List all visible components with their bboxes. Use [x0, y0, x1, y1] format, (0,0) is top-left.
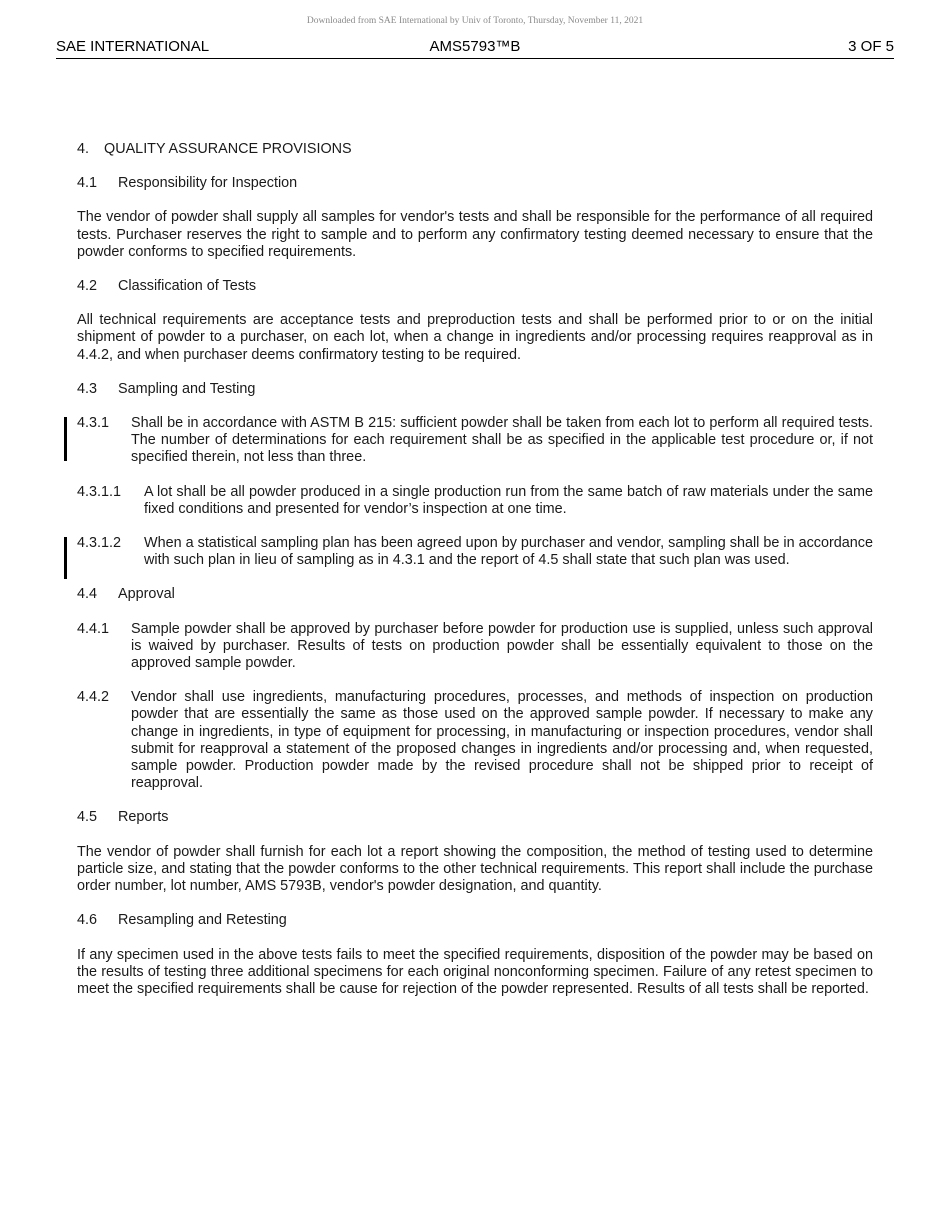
section-text: Shall be in accordance with ASTM B 215: sufficient powder shall be taken from each lot to perform all required tests. The number of determinations for each requirement shall be as specified in the applicable test procedure or, if not specified therein, not less than three.: [131, 415, 873, 466]
download-watermark: Downloaded from SAE International by Univ of Toronto, Thursday, November 11, 2021: [306, 16, 644, 26]
section-4-4-heading: [77, 586, 873, 603]
section-number: 4.6: [77, 912, 98, 929]
section-4-1-text: The vendor of powder shall supply all samples for vendor's tests and shall be responsible for the performance of all required tests. Purchaser reserves the right to sample and to perform any confirmatory testing deemed necessary to ensure that the powder conforms to specified requirements.: [77, 209, 873, 260]
section-number: 4.5: [77, 809, 98, 826]
section-4-4-1: [77, 621, 873, 673]
section-4-3-1: [77, 415, 873, 467]
section-number: 4.3.1.2: [77, 535, 122, 552]
section-number: 4.4.2: [77, 689, 110, 706]
section-4-heading: [77, 141, 873, 158]
section-title: QUALITY ASSURANCE PROVISIONS: [104, 141, 352, 157]
section-text: A lot shall be all powder produced in a single production run from the same batch of raw materials under the same fixed conditions and presented for vendor’s inspection at one time.: [144, 483, 873, 517]
section-number: 4.3.1: [77, 415, 110, 432]
section-4-3-1-2: [77, 535, 873, 569]
section-4-5-heading: [77, 809, 873, 826]
section-4-6-text: If any specimen used in the above tests fails to meet the specified requirements, disposition of the powder may be based on the results of testing three additional specimens for each original nonconforming specimen. Failure of any retest specimen to meet the specified requirements shall be cause for rejection of the powder represented. Results of all tests shall be reported.: [77, 946, 873, 997]
section-text: When a statistical sampling plan has been agreed upon by purchaser and vendor, sampling shall be in accordance with such plan in lieu of sampling as in 4.3.1 and the report of 4.5 shall state that such plan was used.: [144, 535, 873, 569]
section-number: 4.: [77, 141, 90, 157]
section-title: Classification of Tests: [118, 278, 257, 295]
section-4-1-heading: [77, 175, 873, 192]
section-number: 4.2: [77, 278, 98, 295]
section-title: Approval: [118, 586, 175, 603]
section-4-5-text: The vendor of powder shall furnish for each lot a report showing the composition, the method of testing used to determine particle size, and stating that the powder conforms to the other technical requirements. This report shall include the purchase order number, lot number, AMS 5793B, vendor's powder designation, and quantity.: [77, 843, 873, 895]
section-text: Vendor shall use ingredients, manufacturing procedures, processes, and methods of inspection on production powder that are essentially the same as those used on the approved sample powder. If necessary to make any change in ingredients, in type of equipment for processing, in manufacturing or inspection procedures, vendor shall submit for reapproval a statement of the proposed changes in ingredients and/or processing and, when requested, sample powder. Production powder made by the revised procedure shall not be shipped prior to receipt of reapproval.: [131, 689, 873, 792]
section-4-2-heading: [77, 278, 873, 295]
section-title: Reports: [118, 809, 169, 826]
section-title: Responsibility for Inspection: [118, 175, 298, 192]
revision-change-bar: [64, 537, 67, 579]
section-number: 4.4: [77, 586, 98, 603]
revision-change-bar: [64, 417, 67, 461]
document-body: [77, 141, 873, 1015]
section-title: Resampling and Retesting: [118, 912, 287, 929]
section-number: 4.4.1: [77, 620, 110, 637]
section-title: Sampling and Testing: [118, 380, 256, 397]
header-organization: SAE INTERNATIONAL: [56, 38, 210, 55]
section-4-2-text: All technical requirements are acceptance tests and preproduction tests and shall be performed prior to or on the initial shipment of powder to a purchaser, on each lot, when a change in ingredients and/or processing requires reapproval as in 4.4.2, and when purchaser deems confirmatory testing to be required.: [77, 312, 873, 363]
page-header: [56, 38, 894, 59]
section-4-3-1-1: [77, 484, 873, 518]
section-number: 4.3.1.1: [77, 483, 122, 500]
section-4-6-heading: [77, 912, 873, 929]
section-4-4-2: [77, 689, 873, 792]
section-4-3-heading: [77, 381, 873, 398]
header-page-number: 3 OF 5: [848, 38, 894, 55]
section-number: 4.1: [77, 175, 98, 192]
section-text: Sample powder shall be approved by purchaser before powder for production use is supplied, unless such approval is waived by purchaser. Results of tests on production powder shall be essentially equivalent to those on the approved sample powder.: [131, 620, 873, 672]
header-document-number: AMS5793™B: [429, 38, 521, 55]
section-number: 4.3: [77, 380, 98, 397]
